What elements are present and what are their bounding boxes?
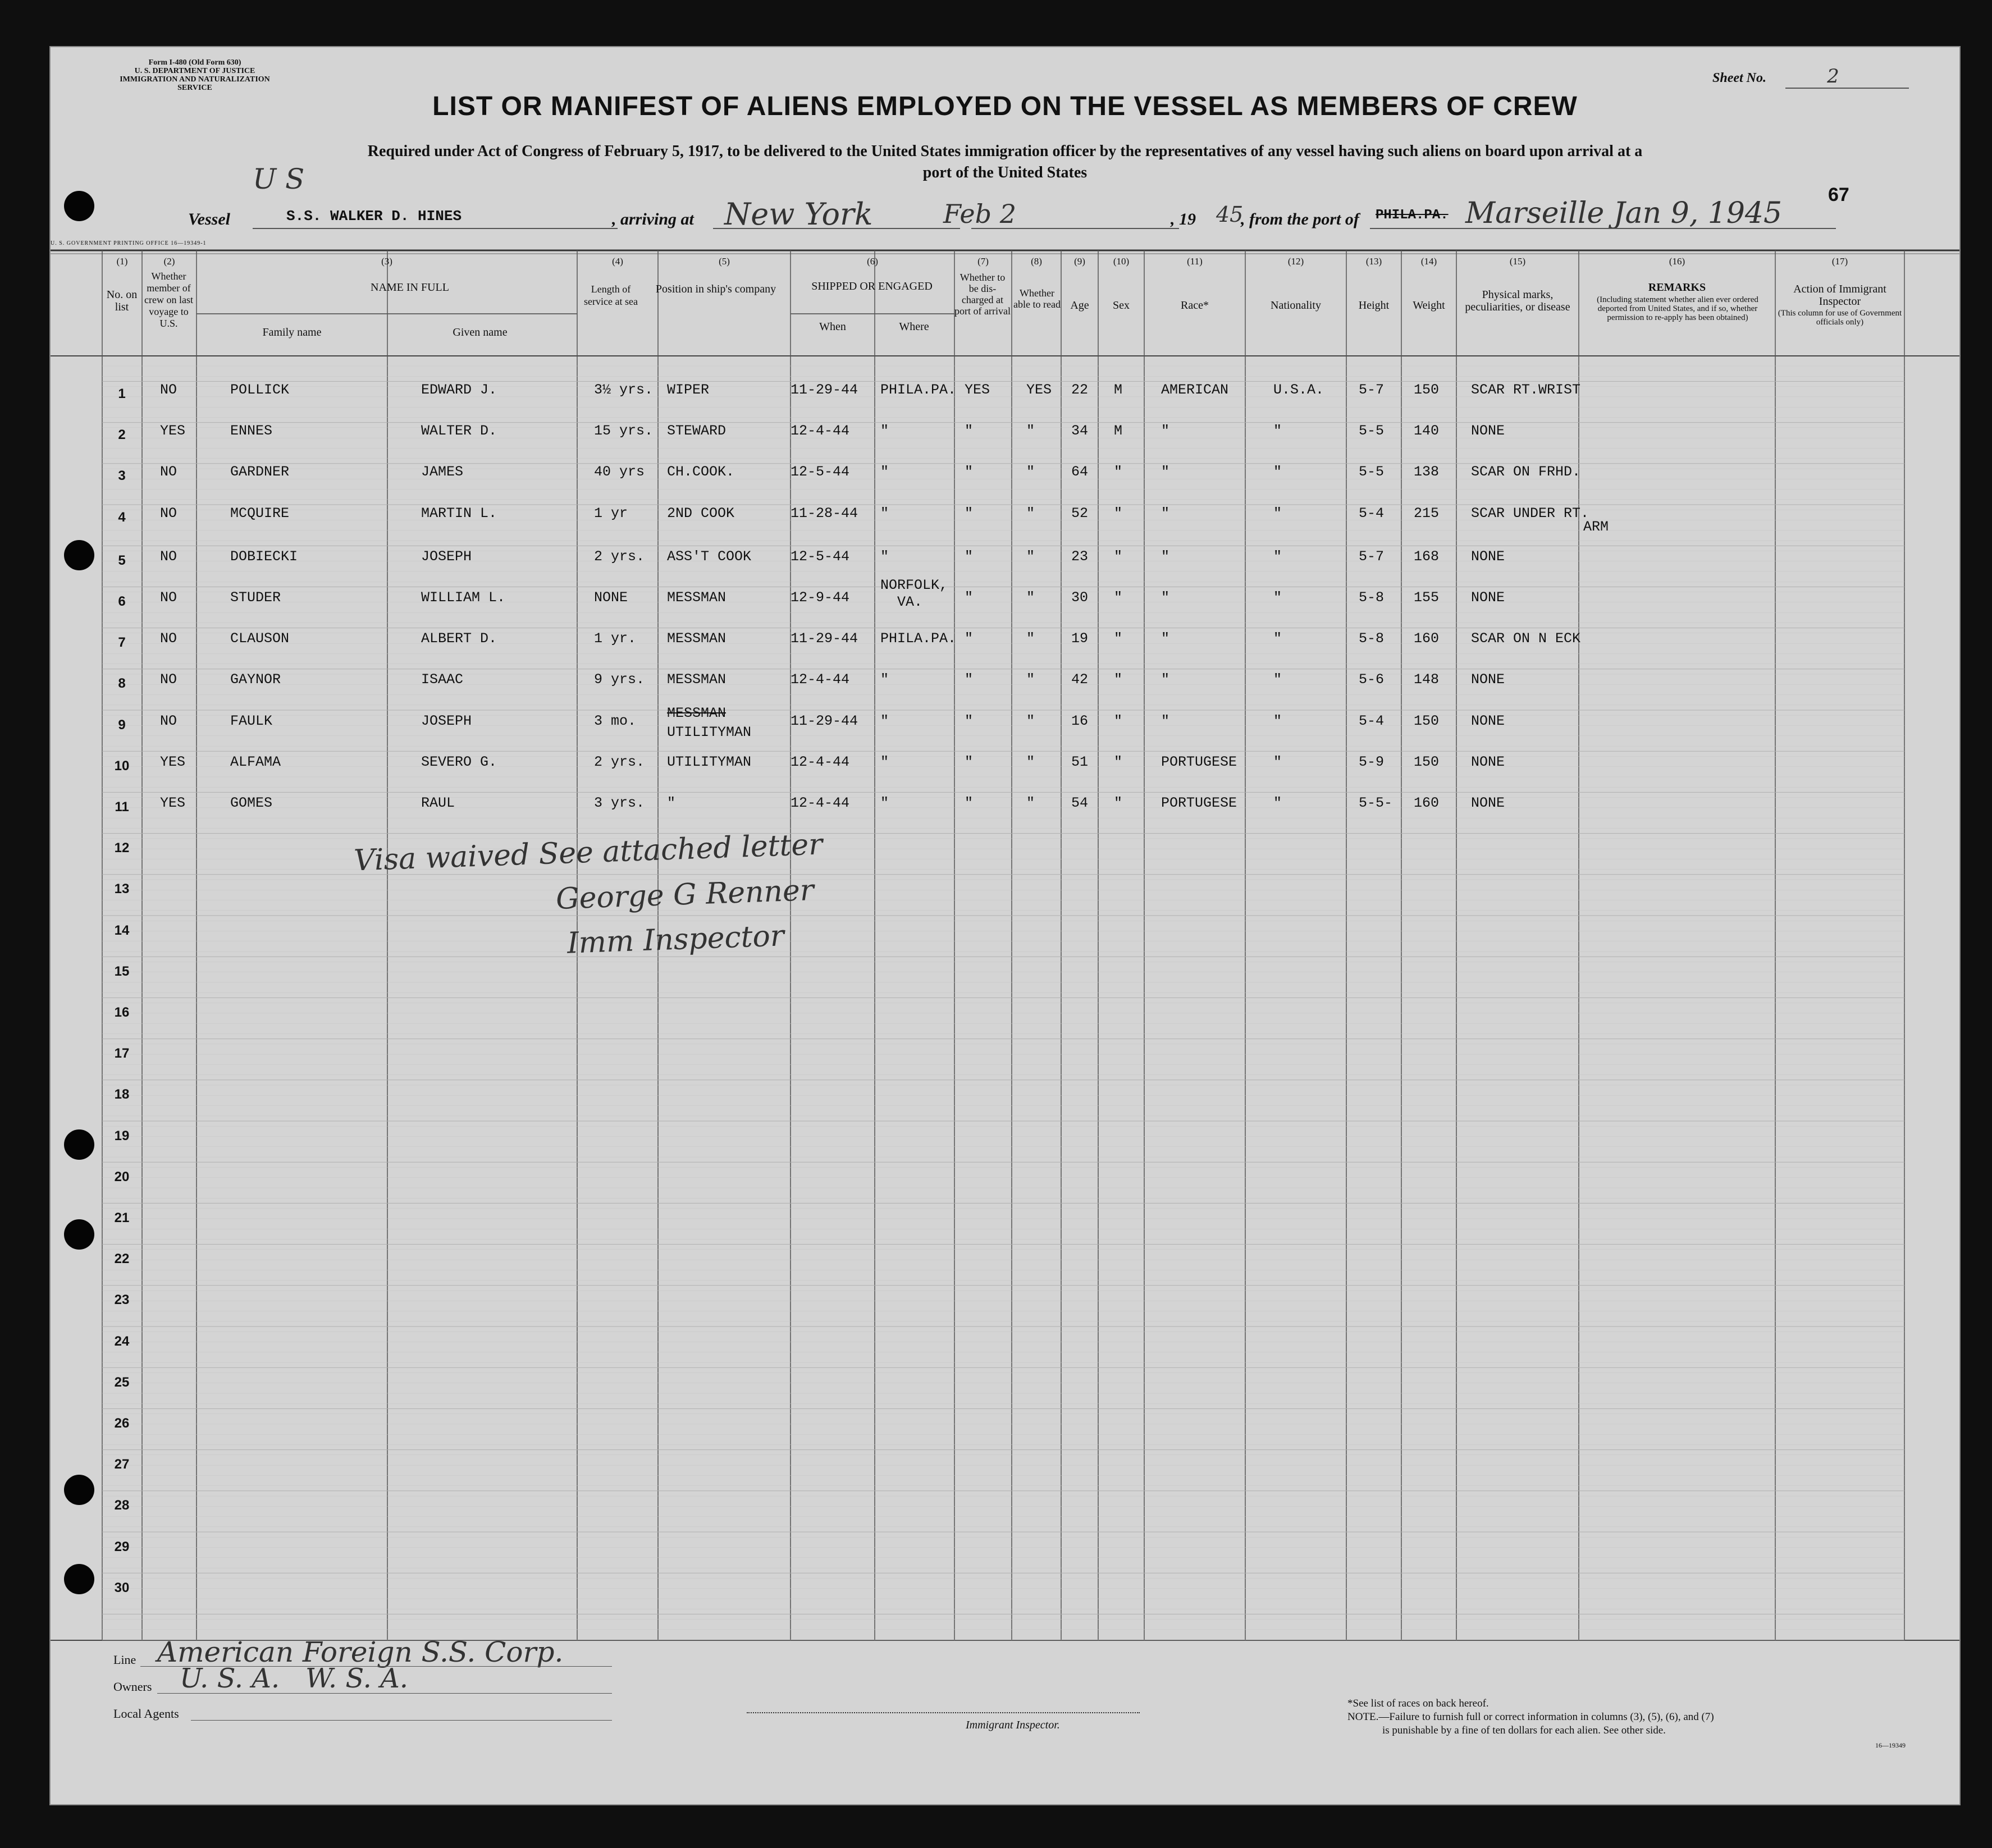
shipped-where-cell: PHILA.PA. <box>880 630 957 647</box>
able-to-read-cell: YES <box>1026 382 1052 398</box>
empty-row-number: 28 <box>114 1498 130 1513</box>
height-cell: 5-8 <box>1359 589 1385 606</box>
family-name-cell: ALFAMA <box>230 753 281 770</box>
position-cell: UTILITYMAN <box>667 753 752 770</box>
nationality-cell: " <box>1273 464 1282 481</box>
shipped-when-cell: 12-5-44 <box>791 464 850 481</box>
sheet-number: 2 <box>1827 65 1839 88</box>
able-to-read-cell: " <box>1026 671 1035 688</box>
column-number: (9) <box>1074 256 1085 267</box>
row-number: 4 <box>118 509 126 525</box>
given-name-header: Given name <box>453 326 508 339</box>
punch-hole <box>64 1219 94 1250</box>
service-cell: 9 yrs. <box>594 671 645 688</box>
last-voyage-cell: NO <box>160 671 177 688</box>
last-voyage-cell: NO <box>160 630 177 647</box>
column-number: (17) <box>1831 256 1848 267</box>
given-name-cell: WALTER D. <box>421 423 497 440</box>
row-number: 6 <box>118 594 126 609</box>
family-name-cell: STUDER <box>230 589 281 606</box>
family-name-header: Family name <box>262 326 322 339</box>
col-read-header: Whether able to read <box>1013 287 1061 310</box>
physical-marks-cell-line2: ARM <box>1583 518 1609 535</box>
subtitle-line-2: port of the United States <box>922 164 1088 181</box>
col-race-header: Race* <box>1181 299 1209 312</box>
age-cell: 51 <box>1071 753 1089 770</box>
sex-cell: " <box>1114 795 1123 811</box>
able-to-read-cell: " <box>1026 795 1035 811</box>
inspector-title: Imm Inspector <box>566 919 785 960</box>
empty-row-number: 12 <box>114 840 130 856</box>
row-number: 7 <box>118 635 126 651</box>
family-name-cell: GOMES <box>230 795 273 811</box>
sex-cell: " <box>1114 464 1123 481</box>
shipped-when-cell: 12-4-44 <box>791 795 850 811</box>
row-number: 9 <box>118 717 126 733</box>
empty-row-number: 14 <box>114 922 130 938</box>
height-cell: 5-9 <box>1359 753 1385 770</box>
race-cell: " <box>1161 671 1170 688</box>
sheet-label: Sheet No. <box>1712 71 1766 85</box>
nationality-cell: U.S.A. <box>1273 382 1324 398</box>
given-name-cell: MARTIN L. <box>421 505 497 522</box>
age-cell: 23 <box>1071 548 1089 565</box>
service-cell: 3 mo. <box>594 712 637 729</box>
inspector-signature: George G Renner <box>555 873 815 917</box>
family-name-cell: DOBIECKI <box>230 548 298 565</box>
row-number: 11 <box>115 799 129 815</box>
page-number: 67 <box>1828 184 1849 205</box>
row-number: 3 <box>118 468 126 484</box>
local-agents-label: Local Agents <box>113 1707 179 1721</box>
inspector-signature-line <box>747 1712 1140 1713</box>
physical-marks-cell: NONE <box>1471 753 1505 770</box>
last-voyage-cell: NO <box>160 464 177 481</box>
punch-hole <box>64 1475 94 1505</box>
physical-marks-cell: NONE <box>1471 589 1505 606</box>
weight-cell: 138 <box>1414 464 1440 481</box>
given-name-cell: EDWARD J. <box>421 382 497 398</box>
form-code: 16—19349 <box>1875 1741 1906 1749</box>
shipped-where-cell: NORFOLK, <box>880 577 948 593</box>
arriving-port: New York <box>724 196 873 232</box>
shipped-when-cell: 11-29-44 <box>791 712 858 729</box>
shipped-when-cell: 12-4-44 <box>791 671 850 688</box>
shipped-where-cell: " <box>880 671 889 688</box>
row-number: 5 <box>118 552 126 568</box>
height-cell: 5-7 <box>1359 548 1385 565</box>
height-cell: 5-5 <box>1359 423 1385 440</box>
col-remarks-header: REMARKS <box>1648 281 1706 294</box>
discharged-cell: " <box>965 795 974 811</box>
position-cell: CH.COOK. <box>667 464 735 481</box>
handwritten-us-mark: U S <box>253 163 305 195</box>
service-cell: 1 yr <box>594 505 628 522</box>
nationality-cell: " <box>1273 712 1282 729</box>
visa-waived-note: Visa waived See attached letter <box>353 827 823 878</box>
col-shipped-header: SHIPPED OR ENGAGED <box>811 280 933 292</box>
subtitle-line-1: Required under Act of Congress of February 5, 1917, to be delivered to the United States immigration officer by the representatives of any vessel having such aliens on board upon arrival at a <box>367 143 1643 160</box>
col-name-header: NAME IN FULL <box>371 281 449 294</box>
owners-underline <box>157 1693 612 1694</box>
service-cell: 1 yr. <box>594 630 637 647</box>
nationality-cell: " <box>1273 505 1282 522</box>
family-name-cell: FAULK <box>230 712 273 729</box>
nationality-cell: " <box>1273 753 1282 770</box>
vessel-label: Vessel <box>188 210 230 228</box>
shipped-where-cell: " <box>880 464 889 481</box>
column-number: (11) <box>1187 256 1203 267</box>
struck-position-cell: MESSMAN <box>667 705 727 721</box>
given-name-cell: SEVERO G. <box>421 753 497 770</box>
remarks-note: (Including statement whether alien ever ordered deported from United States, and if so, whether permission to re-apply has been obtained) <box>1597 295 1758 322</box>
department-name: U. S. DEPARTMENT OF JUSTICE <box>134 67 255 75</box>
shipped-where-cell: " <box>880 505 889 522</box>
empty-row-number: 15 <box>114 963 130 979</box>
column-number: (1) <box>116 256 128 267</box>
sex-cell: " <box>1114 505 1123 522</box>
shipped-where-cell: " <box>880 712 889 729</box>
arriving-label: , arriving at <box>612 210 694 228</box>
sex-cell: M <box>1114 382 1123 398</box>
physical-marks-cell: NONE <box>1471 671 1505 688</box>
sex-cell: " <box>1114 712 1123 729</box>
nationality-cell: " <box>1273 795 1282 811</box>
owners-label: Owners <box>113 1680 152 1694</box>
family-name-cell: GARDNER <box>230 464 290 481</box>
able-to-read-cell: " <box>1026 505 1035 522</box>
col-age-header: Age <box>1070 299 1089 312</box>
last-voyage-cell: NO <box>160 505 177 522</box>
local-agents-underline <box>191 1720 612 1721</box>
last-voyage-cell: NO <box>160 548 177 565</box>
empty-row-number: 26 <box>114 1416 130 1431</box>
column-number: (6) <box>867 256 878 267</box>
given-name-cell: RAUL <box>421 795 455 811</box>
shipped-where-cell-line2: VA. <box>897 594 923 610</box>
discharged-cell: YES <box>965 382 990 398</box>
col-no-header: No. on list <box>106 289 138 313</box>
nationality-cell: " <box>1273 423 1282 440</box>
column-number: (3) <box>381 256 392 267</box>
row-number: 2 <box>118 427 126 443</box>
col-sex-header: Sex <box>1113 299 1130 312</box>
weight-cell: 155 <box>1414 589 1440 606</box>
penalty-note-2: is punishable by a fine of ten dollars for each alien. See other side. <box>1382 1725 1666 1736</box>
given-name-cell: ALBERT D. <box>421 630 497 647</box>
row-number: 10 <box>114 758 130 774</box>
physical-marks-cell: SCAR RT.WRIST <box>1471 382 1581 398</box>
able-to-read-cell: " <box>1026 423 1035 440</box>
weight-cell: 168 <box>1414 548 1440 565</box>
family-name-cell: ENNES <box>230 423 273 440</box>
age-cell: 19 <box>1071 630 1089 647</box>
printing-office: U. S. GOVERNMENT PRINTING OFFICE 16—19349-1 <box>51 240 207 246</box>
age-cell: 34 <box>1071 423 1089 440</box>
column-number: (13) <box>1365 256 1382 267</box>
column-number: (15) <box>1509 256 1526 267</box>
vessel-name: S.S. WALKER D. HINES <box>286 208 462 225</box>
punch-hole <box>64 1564 94 1594</box>
height-cell: 5-8 <box>1359 630 1385 647</box>
col-action-header: Action of Immigrant Inspector <box>1793 283 1886 308</box>
empty-row-number: 16 <box>114 1005 130 1020</box>
empty-row-number: 17 <box>114 1046 130 1062</box>
row-number: 8 <box>118 676 126 692</box>
position-cell: 2ND COOK <box>667 505 735 522</box>
able-to-read-cell: " <box>1026 589 1035 606</box>
height-cell: 5-6 <box>1359 671 1385 688</box>
empty-row-number: 23 <box>114 1292 130 1308</box>
col-nationality-header: Nationality <box>1271 299 1321 312</box>
last-voyage-cell: YES <box>160 753 186 770</box>
col-discharged-header: Whether to be dis-charged at port of arrival <box>954 272 1011 317</box>
weight-cell: 160 <box>1414 630 1440 647</box>
row-number: 1 <box>118 386 126 401</box>
line-value: American Foreign S.S. Corp. <box>157 1636 564 1668</box>
shipped-when-cell: 11-28-44 <box>791 505 858 522</box>
family-name-cell: GAYNOR <box>230 671 281 688</box>
age-cell: 64 <box>1071 464 1089 481</box>
position-cell: UTILITYMAN <box>667 724 752 740</box>
discharged-cell: " <box>965 630 974 647</box>
position-cell: MESSMAN <box>667 630 727 647</box>
service-cell: 15 yrs. <box>594 423 654 440</box>
sex-cell: " <box>1114 589 1123 606</box>
physical-marks-cell: SCAR UNDER RT. <box>1471 505 1589 522</box>
given-name-cell: JAMES <box>421 464 464 481</box>
age-cell: 54 <box>1071 795 1089 811</box>
weight-cell: 150 <box>1414 382 1440 398</box>
last-voyage-cell: NO <box>160 589 177 606</box>
able-to-read-cell: " <box>1026 464 1035 481</box>
empty-row-number: 25 <box>114 1374 130 1390</box>
where-header: Where <box>899 321 929 333</box>
column-number: (12) <box>1287 256 1304 267</box>
race-cell: " <box>1161 464 1170 481</box>
empty-row-number: 24 <box>114 1333 130 1349</box>
nationality-cell: " <box>1273 671 1282 688</box>
empty-row-number: 20 <box>114 1169 130 1184</box>
action-note: (This column for use of Government officials only) <box>1778 309 1902 327</box>
height-cell: 5-4 <box>1359 712 1385 729</box>
age-cell: 16 <box>1071 712 1089 729</box>
able-to-read-cell: " <box>1026 712 1035 729</box>
from-port-handwritten: Marseille Jan 9, 1945 <box>1465 196 1783 230</box>
height-cell: 5-4 <box>1359 505 1385 522</box>
discharged-cell: " <box>965 712 974 729</box>
race-cell: " <box>1161 630 1170 647</box>
nationality-cell: " <box>1273 548 1282 565</box>
height-cell: 5-5 <box>1359 464 1385 481</box>
position-cell: MESSMAN <box>667 589 727 606</box>
races-note: *See list of races on back hereof. <box>1347 1698 1489 1709</box>
position-cell: " <box>667 795 676 811</box>
col-service-header: Length of service at sea <box>584 283 638 307</box>
column-number: (16) <box>1669 256 1685 267</box>
given-name-cell: ISAAC <box>421 671 464 688</box>
discharged-cell: " <box>965 423 974 440</box>
empty-row-number: 22 <box>114 1251 130 1267</box>
race-cell: AMERICAN <box>1161 382 1229 398</box>
shipped-where-cell: PHILA.PA. <box>880 382 957 398</box>
last-voyage-cell: NO <box>160 382 177 398</box>
shipped-when-cell: 11-29-44 <box>791 630 858 647</box>
last-voyage-cell: YES <box>160 423 186 440</box>
empty-row-number: 18 <box>114 1087 130 1103</box>
shipped-when-cell: 11-29-44 <box>791 382 858 398</box>
nationality-cell: " <box>1273 589 1282 606</box>
col-height-header: Height <box>1358 299 1390 312</box>
race-cell: " <box>1161 589 1170 606</box>
column-number: (14) <box>1420 256 1437 267</box>
empty-row-number: 29 <box>114 1539 130 1554</box>
column-number: (4) <box>612 256 623 267</box>
when-header: When <box>819 321 846 333</box>
weight-cell: 148 <box>1414 671 1440 688</box>
discharged-cell: " <box>965 464 974 481</box>
punch-hole <box>64 1129 94 1160</box>
discharged-cell: " <box>965 505 974 522</box>
punch-hole <box>64 540 94 570</box>
col-last-voyage-header: Whether member of crew on last voyage to U.S. <box>144 271 193 329</box>
able-to-read-cell: " <box>1026 753 1035 770</box>
position-cell: WIPER <box>667 382 710 398</box>
physical-marks-cell: NONE <box>1471 423 1505 440</box>
height-cell: 5-5- <box>1359 795 1393 811</box>
weight-cell: 150 <box>1414 712 1440 729</box>
form-number: Form I-480 (Old Form 630) <box>148 58 241 67</box>
col-weight-header: Weight <box>1413 299 1445 312</box>
manifest-title: LIST OR MANIFEST OF ALIENS EMPLOYED ON THE VESSEL AS MEMBERS OF CREW <box>432 92 1578 121</box>
given-name-cell: JOSEPH <box>421 548 472 565</box>
shipped-when-cell: 12-4-44 <box>791 423 850 440</box>
immigrant-inspector-label: Immigrant Inspector. <box>966 1719 1060 1731</box>
punch-hole <box>64 191 94 221</box>
discharged-cell: " <box>965 548 974 565</box>
height-cell: 5-7 <box>1359 382 1385 398</box>
physical-marks-cell: NONE <box>1471 795 1505 811</box>
position-cell: STEWARD <box>667 423 727 440</box>
age-cell: 30 <box>1071 589 1089 606</box>
age-cell: 22 <box>1071 382 1089 398</box>
given-name-cell: JOSEPH <box>421 712 472 729</box>
service-cell: NONE <box>594 589 628 606</box>
race-cell: " <box>1161 423 1170 440</box>
service-name: IMMIGRATION AND NATURALIZATION SERVICE <box>120 75 270 92</box>
line-label: Line <box>113 1653 136 1667</box>
weight-cell: 215 <box>1414 505 1440 522</box>
physical-marks-cell: SCAR ON N ECK <box>1471 630 1581 647</box>
family-name-cell: POLLICK <box>230 382 290 398</box>
shipped-where-cell: " <box>880 795 889 811</box>
position-cell: ASS'T COOK <box>667 548 752 565</box>
service-cell: 3½ yrs. <box>594 382 654 398</box>
position-cell: MESSMAN <box>667 671 727 688</box>
shipped-when-cell: 12-5-44 <box>791 548 850 565</box>
able-to-read-cell: " <box>1026 548 1035 565</box>
from-port-typed: PHILA.PA. <box>1376 208 1449 223</box>
service-cell: 3 yrs. <box>594 795 645 811</box>
sex-cell: M <box>1114 423 1123 440</box>
able-to-read-cell: " <box>1026 630 1035 647</box>
shipped-when-cell: 12-4-44 <box>791 753 850 770</box>
service-cell: 2 yrs. <box>594 753 645 770</box>
shipped-when-cell: 12-9-44 <box>791 589 850 606</box>
service-cell: 2 yrs. <box>594 548 645 565</box>
physical-marks-cell: NONE <box>1471 548 1505 565</box>
empty-row-number: 21 <box>114 1210 130 1225</box>
year-prefix: , 19 <box>1171 210 1196 228</box>
sex-cell: " <box>1114 753 1123 770</box>
owners-value: U. S. A. W. S. A. <box>180 1663 409 1694</box>
arrival-date: Feb 2 <box>943 199 1016 229</box>
sex-cell: " <box>1114 548 1123 565</box>
family-name-cell: CLAUSON <box>230 630 290 647</box>
last-voyage-cell: YES <box>160 795 186 811</box>
race-cell: " <box>1161 548 1170 565</box>
sex-cell: " <box>1114 671 1123 688</box>
empty-row-number: 27 <box>114 1457 130 1472</box>
race-cell: PORTUGESE <box>1161 753 1237 770</box>
shipped-where-cell: " <box>880 753 889 770</box>
column-number: (8) <box>1031 256 1042 267</box>
physical-marks-cell: SCAR ON FRHD. <box>1471 464 1581 481</box>
nationality-cell: " <box>1273 630 1282 647</box>
column-number: (5) <box>719 256 730 267</box>
from-port-label: , from the port of <box>1241 210 1359 228</box>
column-number: (7) <box>977 256 989 267</box>
race-cell: PORTUGESE <box>1161 795 1237 811</box>
column-number: (10) <box>1113 256 1130 267</box>
empty-row-number: 19 <box>114 1128 130 1143</box>
shipped-where-cell: " <box>880 548 889 565</box>
service-cell: 40 yrs <box>594 464 645 481</box>
sex-cell: " <box>1114 630 1123 647</box>
shipped-where-cell: " <box>880 423 889 440</box>
empty-row-number: 13 <box>114 881 130 897</box>
col-position-header: Position in ship's company <box>655 283 776 295</box>
weight-cell: 160 <box>1414 795 1440 811</box>
age-cell: 42 <box>1071 671 1089 688</box>
discharged-cell: " <box>965 753 974 770</box>
physical-marks-cell: NONE <box>1471 712 1505 729</box>
manifest-sheet <box>49 46 1961 1805</box>
discharged-cell: " <box>965 671 974 688</box>
family-name-cell: MCQUIRE <box>230 505 290 522</box>
empty-row-number: 30 <box>114 1580 130 1595</box>
race-cell: " <box>1161 505 1170 522</box>
col-marks-header: Physical marks, peculiarities, or disease <box>1465 289 1570 313</box>
year-suffix: 45 <box>1216 202 1244 227</box>
weight-cell: 140 <box>1414 423 1440 440</box>
last-voyage-cell: NO <box>160 712 177 729</box>
age-cell: 52 <box>1071 505 1089 522</box>
column-number: (2) <box>163 256 175 267</box>
weight-cell: 150 <box>1414 753 1440 770</box>
given-name-cell: WILLIAM L. <box>421 589 506 606</box>
race-cell: " <box>1161 712 1170 729</box>
penalty-note-1: NOTE.—Failure to furnish full or correct information in columns (3), (5), (6), and (7) <box>1347 1711 1714 1723</box>
discharged-cell: " <box>965 589 974 606</box>
